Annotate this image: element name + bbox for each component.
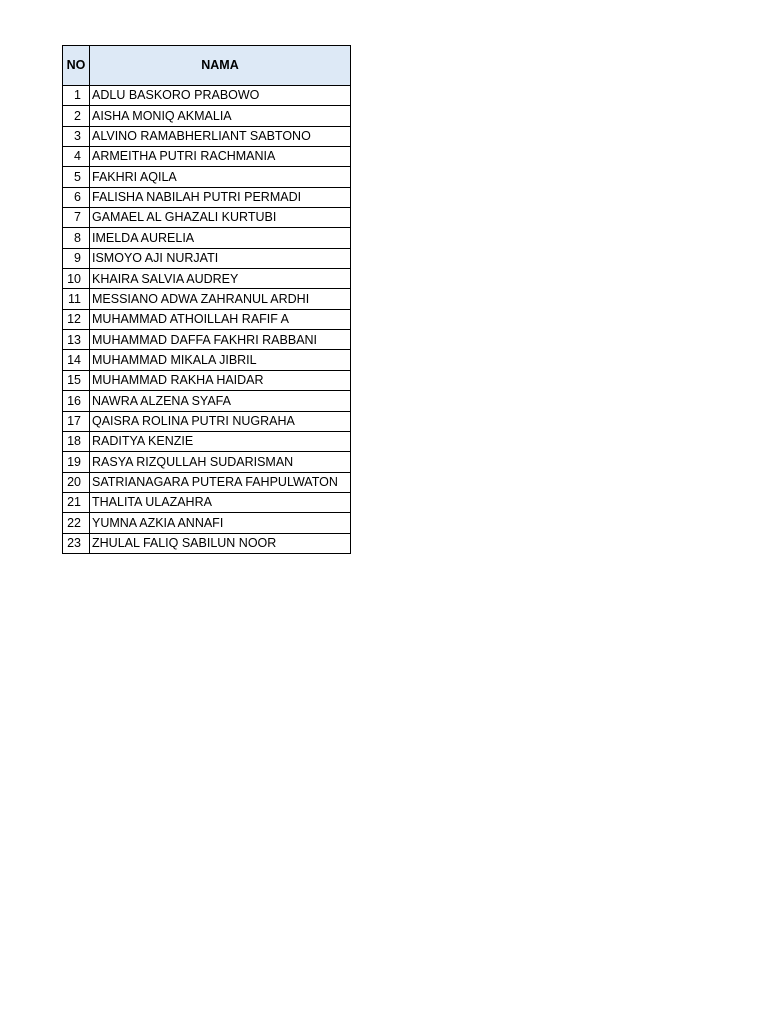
table-row [63,391,351,411]
student-name-cell: ZHULAL FALIQ SABILUN NOOR [90,533,351,553]
student-name-cell: THALITA ULAZAHRA [90,492,351,512]
row-number-cell: 22 [63,513,90,533]
table-row [63,472,351,492]
student-name-cell: RASYA RIZQULLAH SUDARISMAN [90,452,351,472]
row-number-cell: 14 [63,350,90,370]
table-row [63,431,351,451]
row-number-cell: 15 [63,370,90,390]
table-row [63,411,351,431]
row-number-cell: 10 [63,269,90,289]
column-header-nama: NAMA [90,46,351,86]
row-number-cell: 21 [63,492,90,512]
student-name-cell: NAWRA ALZENA SYAFA [90,391,351,411]
table-row [63,533,351,553]
row-number-cell: 11 [63,289,90,309]
table-row [63,208,351,228]
row-number-cell: 12 [63,309,90,329]
table-row [63,167,351,187]
row-number-cell: 2 [63,106,90,126]
row-number-cell: 20 [63,472,90,492]
table-row [63,106,351,126]
table-row [63,228,351,248]
student-name-cell: KHAIRA SALVIA AUDREY [90,269,351,289]
table-row [63,269,351,289]
table-row [63,126,351,146]
student-name-cell: ARMEITHA PUTRI RACHMANIA [90,147,351,167]
table-row [63,309,351,329]
row-number-cell: 3 [63,126,90,146]
table-row [63,147,351,167]
student-name-cell: FAKHRI AQILA [90,167,351,187]
table-row [63,452,351,472]
row-number-cell: 8 [63,228,90,248]
student-name-cell: MUHAMMAD DAFFA FAKHRI RABBANI [90,330,351,350]
student-name-cell: ADLU BASKORO PRABOWO [90,86,351,106]
student-name-cell: ALVINO RAMABHERLIANT SABTONO [90,126,351,146]
row-number-cell: 13 [63,330,90,350]
row-number-cell: 6 [63,187,90,207]
student-name-cell: FALISHA NABILAH PUTRI PERMADI [90,187,351,207]
table-row [63,86,351,106]
table-row [63,187,351,207]
row-number-cell: 18 [63,431,90,451]
table-row [63,513,351,533]
student-name-cell: ISMOYO AJI NURJATI [90,248,351,268]
row-number-cell: 1 [63,86,90,106]
row-number-cell: 16 [63,391,90,411]
row-number-cell: 4 [63,147,90,167]
student-name-cell: RADITYA KENZIE [90,431,351,451]
student-name-cell: AISHA MONIQ AKMALIA [90,106,351,126]
row-number-cell: 7 [63,208,90,228]
student-name-table [62,45,351,554]
row-number-cell: 9 [63,248,90,268]
student-name-cell: YUMNA AZKIA ANNAFI [90,513,351,533]
student-name-cell: MUHAMMAD MIKALA JIBRIL [90,350,351,370]
column-header-no: NO [63,46,90,86]
student-name-cell: MESSIANO ADWA ZAHRANUL ARDHI [90,289,351,309]
table-row [63,330,351,350]
table-row [63,492,351,512]
row-number-cell: 5 [63,167,90,187]
student-name-cell: QAISRA ROLINA PUTRI NUGRAHA [90,411,351,431]
row-number-cell: 23 [63,533,90,553]
table-row [63,248,351,268]
student-name-cell: IMELDA AURELIA [90,228,351,248]
row-number-cell: 19 [63,452,90,472]
student-name-cell: SATRIANAGARA PUTERA FAHPULWATON [90,472,351,492]
row-number-cell: 17 [63,411,90,431]
table-row [63,350,351,370]
student-name-cell: MUHAMMAD RAKHA HAIDAR [90,370,351,390]
header-row [63,46,351,86]
student-name-cell: GAMAEL AL GHAZALI KURTUBI [90,208,351,228]
table-row [63,289,351,309]
table-body [63,86,351,554]
table-row [63,370,351,390]
student-name-cell: MUHAMMAD ATHOILLAH RAFIF A [90,309,351,329]
